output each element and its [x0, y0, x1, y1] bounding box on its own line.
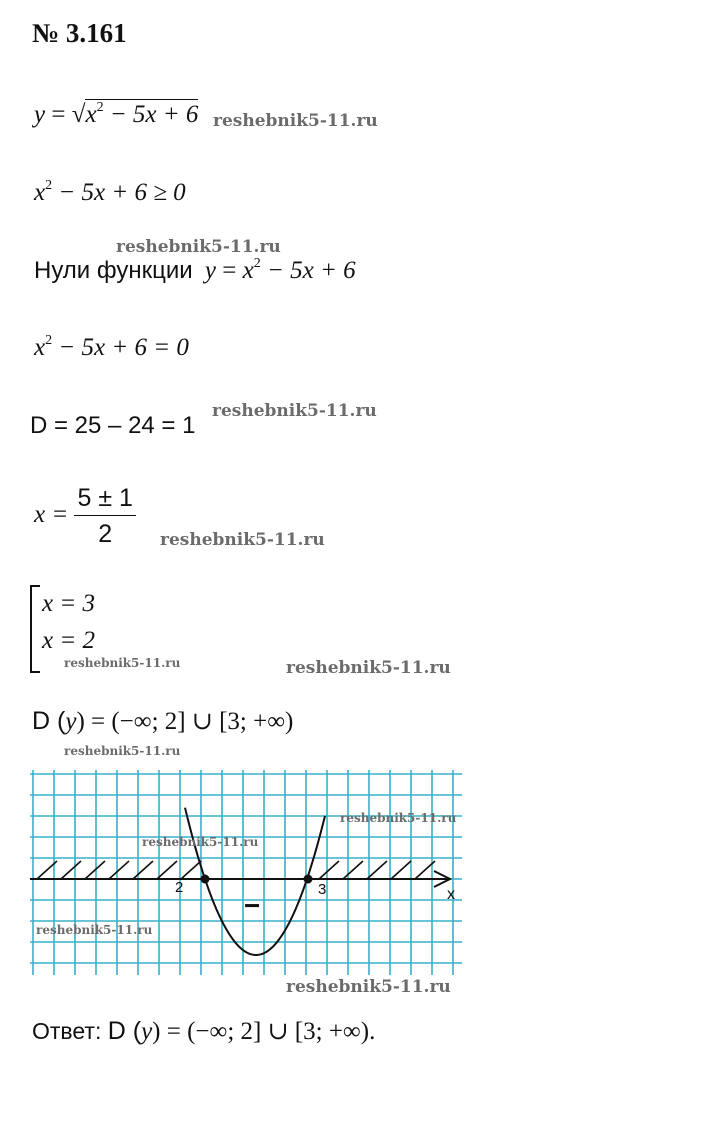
hatch-mark: [61, 861, 81, 879]
hatch-mark: [157, 861, 177, 879]
watermark: reshebnik5-11.ru: [64, 744, 181, 758]
watermark: reshebnik5-11.ru: [286, 658, 451, 678]
root-numerator: 5 ± 1: [74, 484, 135, 516]
hatch-mark: [181, 861, 201, 879]
zeros-equals: =: [216, 257, 243, 284]
watermark: reshebnik5-11.ru: [212, 401, 377, 421]
sqrt-sign: √: [71, 101, 86, 128]
watermark: reshebnik5-11.ru: [340, 811, 457, 825]
radicand-x: x: [85, 101, 97, 128]
watermark: reshebnik5-11.ru: [286, 977, 451, 997]
eq-rest: − 5x + 6 = 0: [52, 334, 189, 361]
discriminant: D = 25 – 24 = 1: [30, 412, 196, 439]
answer-interval: ) = (−∞; 2] ∪ [3; +∞).: [152, 1018, 376, 1045]
domain-result: [32, 706, 293, 736]
hatch-mark: [391, 861, 411, 879]
root-point-3: [304, 875, 313, 884]
negative-sign-marker: −: [244, 890, 261, 921]
zeros-label: Нули функции: [34, 257, 193, 284]
hatch-mark: [367, 861, 387, 879]
roots-bracket: [30, 585, 40, 673]
radicand-power: 2: [96, 100, 104, 115]
roots-formula: [34, 484, 136, 549]
hatch-mark: [319, 861, 339, 879]
root-case-2: x = 2: [42, 627, 95, 654]
root-case-1: x = 3: [42, 590, 95, 617]
root-denominator: 2: [98, 520, 113, 548]
zeros-rest: − 5x + 6: [260, 257, 356, 284]
quadratic-equation: [34, 333, 189, 362]
watermark: reshebnik5-11.ru: [36, 923, 153, 937]
ineq-x: x: [34, 179, 46, 206]
problem-title: № 3.161: [32, 18, 127, 48]
root-label-3: 3: [318, 881, 327, 898]
eq-x: x: [34, 334, 46, 361]
hatch-mark: [133, 861, 153, 879]
root-label-2: 2: [175, 879, 184, 896]
zeros-x: x: [242, 257, 254, 284]
watermark: reshebnik5-11.ru: [64, 656, 181, 670]
parabola-graph: [30, 770, 462, 975]
root-lhs: x =: [34, 501, 75, 529]
answer-D: D (: [107, 1017, 142, 1045]
hatch-mark: [109, 861, 129, 879]
zeros-y: y: [204, 257, 217, 284]
zeros-line: [34, 256, 356, 285]
radicand-rest: − 5x + 6: [103, 101, 199, 128]
equals-sign: =: [45, 101, 72, 128]
answer-line: [32, 1016, 375, 1046]
domain-D: D (: [32, 707, 66, 735]
hatch-mark: [343, 861, 363, 879]
root-point-2: [201, 875, 210, 884]
radicand: [85, 99, 198, 128]
watermark: reshebnik5-11.ru: [213, 111, 378, 131]
watermark: reshebnik5-11.ru: [142, 835, 259, 849]
ineq-rest: − 5x + 6 ≥ 0: [52, 179, 186, 206]
x-axis-label: x: [447, 886, 455, 903]
answer-y: y: [141, 1018, 153, 1045]
function-definition: [34, 100, 198, 129]
var-y: y: [34, 101, 46, 128]
watermark: reshebnik5-11.ru: [116, 237, 281, 257]
watermark: reshebnik5-11.ru: [160, 530, 325, 550]
domain-inequality: [34, 178, 186, 207]
eq-power: 2: [45, 333, 53, 348]
zeros-power: 2: [253, 256, 261, 271]
domain-y: y: [65, 708, 77, 735]
answer-label: Ответ:: [32, 1018, 108, 1044]
root-fraction: [74, 484, 135, 549]
ineq-power: 2: [45, 178, 53, 193]
hatch-mark: [85, 861, 105, 879]
domain-interval: ) = (−∞; 2] ∪ [3; +∞): [76, 708, 294, 735]
